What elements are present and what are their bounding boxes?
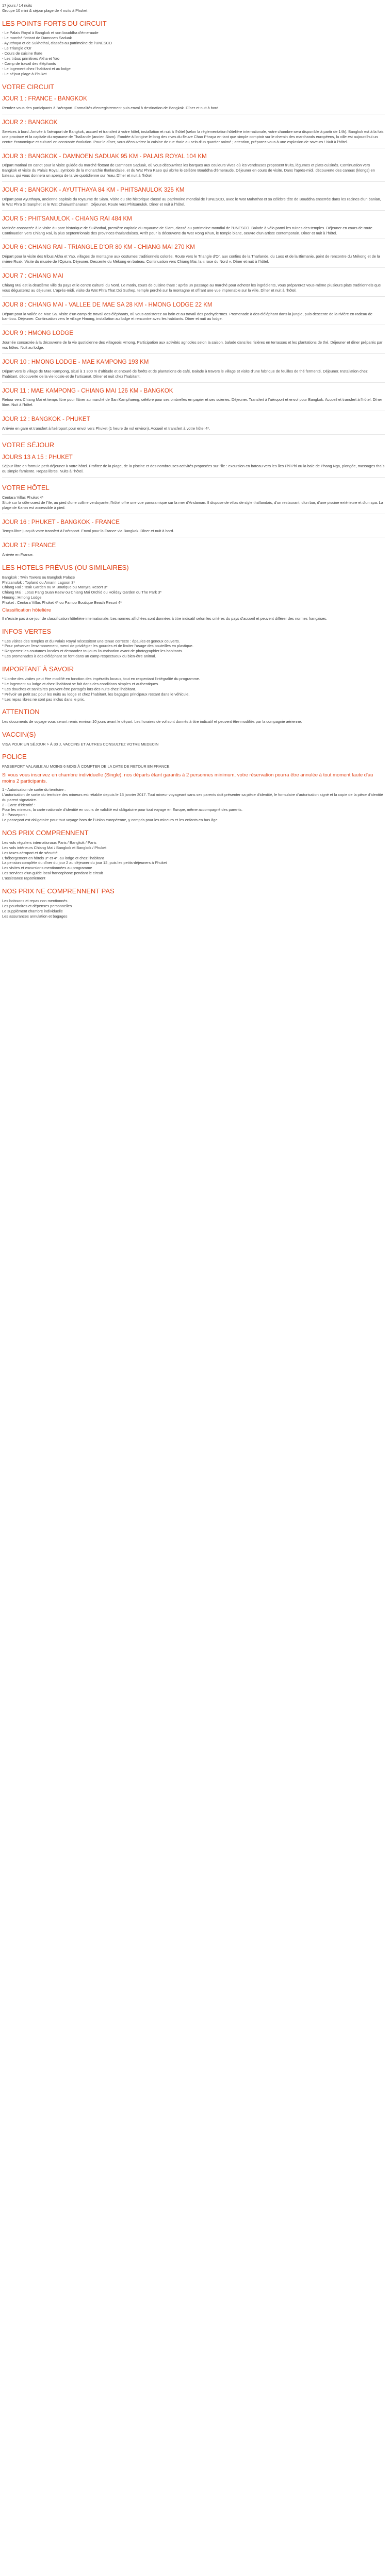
hotel-item: Phitsanulok : Topland ou Amarin Lagoon 3* xyxy=(2,580,75,585)
day-title: JOUR 6 : CHIANG RAI - TRIANGLE D'OR 80 KM - CHIANG MAI 270 KM xyxy=(2,244,195,251)
price-excludes-section xyxy=(2,887,385,919)
day16-title: JOUR 16 : PHUKET - BANGKOK - FRANCE xyxy=(2,519,120,526)
minor-item: Pour les mineurs, la carte nationale d'identité en cours de validité est obligatoire pour tout voyage en Europe, même accompagné des parents. xyxy=(2,807,243,812)
itinerary-day xyxy=(2,244,385,268)
highlight-item: - Le logement chez l'habitant et au lodge xyxy=(2,66,71,71)
hotels-planned-title: LES HOTELS PRÉVUS (OU SIMILAIRES) xyxy=(2,564,129,572)
day-title: JOUR 9 : HMONG LODGE xyxy=(2,330,74,337)
classification-section xyxy=(2,607,385,621)
price-includes-item: La pension complète du dîner du jour 2 au déjeuner du jour 12, puis les petits-déjeuners à Phuket xyxy=(2,860,167,866)
day-title: JOUR 4 : BANGKOK - AYUTTHAYA 84 KM - PHITSANULOK 325 KM xyxy=(2,187,185,194)
trip-duration: 17 jours / 14 nuits xyxy=(2,3,32,8)
itinerary-day xyxy=(2,388,385,412)
infos-title: INFOS VERTES xyxy=(2,627,52,635)
price-includes-item: Les visites et excursions mentionnées au programme xyxy=(2,866,92,871)
day-description: Chiang Mai est la deuxième ville du pays et le centre culturel du Nord. Le matin, cours de cuisine thaïe : après un passage au marché pour acheter les ingrédients, vous préparerez vous-même plusieurs plats traditionnels que vous dégusterez au déjeuner. L'après-midi, visite du Wat Phra That Doi Suthep, temple perché sur la montagne et offrant une vue imprenable sur la ville. Dîner et nuit à l'hôtel. xyxy=(2,282,381,293)
day-title: JOUR 10 : HMONG LODGE - MAE KAMPONG 193 KM xyxy=(2,359,149,366)
day-description: Départ pour la visite des tribus Akha et Yao, villages de montagne aux costumes traditionnels colorés. Route vers le Triangle d'Or, aux confins de la Thaïlande, du Laos et de la Birmanie, point de rencontre du Mékong et de la rivière Ruak. Visite du musée de l'Opium. Déjeuner. Descente du Mékong en bateau. Continuation vers Chiang Mai, la « rose du Nord ». Dîner et nuit à l'hôtel. xyxy=(2,254,380,264)
day17-section xyxy=(2,543,385,557)
stay-section xyxy=(2,441,385,478)
hotel-item: Chiang Rai : Teak Garden ou M Boutique ou Manyra Resort 3* xyxy=(2,585,108,590)
day-title: JOUR 2 : BANGKOK xyxy=(2,120,58,126)
itinerary-days xyxy=(2,96,385,435)
itinerary-day xyxy=(2,96,385,114)
travel-document xyxy=(0,0,387,919)
hotel-name: Centara Villas Phuket 4* xyxy=(2,495,43,500)
classification-title: Classification hôtelière xyxy=(2,607,52,614)
important-section xyxy=(2,665,385,702)
day-description: Services à bord. Arrivée à l'aéroport de Bangkok, accueil et transfert à votre hôtel, installation et nuit à l'hôtel (selon la réglementation hôtelière internationale, votre chambre sera disponible à partir de 14h). Bangkok est à la fois une province et la capitale du royaume de Thaïlande (ancien Siam). Fondée à l'origine le long des rives du fleuve Chao Phraya en tant que simple comptoir sur le chemin des marchands européens, la ville est aujourd'hui un centre économique et culturel en constante évolution. Pour le dîner, vous découvrirez la cuisine de rue thaïe au sein d'un quartier animé ; attention, préparez-vous à une explosion de saveurs ! Nuit à l'hôtel. xyxy=(2,129,384,144)
hotel-section xyxy=(2,484,385,514)
day16-text: Temps libre jusqu'à votre transfert à l'aéroport. Envol pour la France via Bangkok. Dîner et nuit à bord. xyxy=(2,529,174,534)
classification-text: Il n'existe pas à ce jour de classification hôtelière internationale. Les normes affichées sont données à titre indicatif selon les critères du pays d'accueil et peuvent différer des normes françaises. xyxy=(2,616,328,621)
important-item: * Les douches et sanitaires peuvent être partagés lors des nuits chez l'habitant. xyxy=(2,686,136,691)
infos-section xyxy=(2,628,385,659)
price-excludes-item: Les pourboires et dépenses personnelles xyxy=(2,903,72,908)
hotel-description: Situé sur la côte ouest de l'île, au pied d'une colline verdoyante, l'hôtel offre une vue panoramique sur la mer d'Andaman. Il dispose de villas de style thaïlandais, d'un restaurant, d'un bar, d'une piscine extérieure et d'un spa. La plage de Karon est accessible à pied. xyxy=(2,500,383,510)
day-description: Arrivée en gare et transfert à l'aéroport pour envol vers Phuket (1 heure de vol environ). Accueil et transfert à votre hôtel 4*. xyxy=(2,426,210,431)
price-includes-list xyxy=(2,840,385,881)
hotels-list xyxy=(2,575,385,606)
circuit-section xyxy=(2,83,385,435)
day-title: JOUR 5 : PHITSANULOK - CHIANG RAI 484 KM xyxy=(2,215,132,222)
highlights-list xyxy=(2,30,385,76)
price-includes-item: L'assistance rapatriement xyxy=(2,876,45,881)
day17-title: JOUR 17 : FRANCE xyxy=(2,543,56,549)
divider xyxy=(2,382,385,383)
hotel-item: Phuket : Centara Villas Phuket 4* ou Pamoo Boutique Beach Resort 4* xyxy=(2,600,122,605)
day16-section xyxy=(2,519,385,538)
price-includes-item: Les vols intérieurs Chiang Mai / Bangkok et Bangkok / Phuket xyxy=(2,845,107,850)
price-includes-item: Les services d'un guide local francophone pendant le circuit xyxy=(2,871,103,876)
hotel-item: Bangkok : Twin Towers ou Bangkok Palace xyxy=(2,574,75,580)
itinerary-day xyxy=(2,416,385,435)
minor-item: Le passeport est obligatoire pour tout voyage hors de l'Union européenne, y compris pour les mineurs et les enfants en bas âge. xyxy=(2,818,219,823)
minor-item: 2 - Carte d'identité : xyxy=(2,802,36,807)
itinerary-day xyxy=(2,187,385,211)
highlight-item: - Le Triangle d'Or xyxy=(2,46,31,51)
important-title: IMPORTANT À SAVOIR xyxy=(2,665,74,673)
day-description: Départ vers le village de Mae Kampong, situé à 1 300 m d'altitude et entouré de forêts et de plantations de café. Balade à travers le village et visite d'une fabrique de feuilles de thé fermenté. Déjeuner. Installation chez l'habitant, découverte de la vie locale et de l'artisanat. Dîner et nuit chez l'habitant. xyxy=(2,368,368,379)
hotel-title: VOTRE HÔTEL xyxy=(2,484,50,492)
minor-item: 3 - Passeport : xyxy=(2,812,27,818)
highlights-section xyxy=(2,20,385,77)
day-description: Retour vers Chiang Mai et temps libre pour flâner au marché de San Kamphaeng, célèbre pour ses ombrelles en papier et ses soieries. Déjeuner. Transfert à l'aéroport et envol pour Bangkok. Accueil et transfert à l'hôtel. Dîner libre. Nuit à l'hôtel. xyxy=(2,397,382,408)
itinerary-day xyxy=(2,302,385,326)
itinerary-day xyxy=(2,330,385,354)
day-title: JOUR 11 : MAE KAMPONG - CHIANG MAI 126 KM - BANGKOK xyxy=(2,387,173,394)
itinerary-day xyxy=(2,120,385,148)
trip-formula: Groupe 10 mini & séjour plage de 4 nuits à Phuket xyxy=(2,8,88,13)
price-includes-item: Les taxes aéroport et de sécurité xyxy=(2,850,58,855)
highlight-item: - Le Palais Royal à Bangkok et son bouddha d'émeraude xyxy=(2,30,99,36)
divider xyxy=(2,181,385,182)
stay-day-text: Séjour libre en formule petit-déjeuner à votre hôtel. Profitez de la plage, de la piscine et des nombreuses activités proposées sur l'île : excursion en bateau vers les îles Phi Phi ou la baie de Phang Nga, plongée, massages thaïs ou simple farniente. Repas libres. Nuits à l'hôtel. xyxy=(2,464,385,474)
divider xyxy=(2,353,385,354)
day-title: JOUR 8 : CHIANG MAI - VALLEE DE MAE SA 28 KM - HMONG LODGE 22 KM xyxy=(2,301,213,308)
day-title: JOUR 1 : FRANCE - BANGKOK xyxy=(2,96,87,103)
highlight-item: - Camp de travail des éléphants xyxy=(2,61,56,66)
day-description: Départ pour Ayutthaya, ancienne capitale du royaume de Siam. Visite du site historique classé au patrimoine mondial de l'UNESCO, avec le Wat Mahathat et sa célèbre tête de Bouddha enserrée dans les racines d'un banian, le Wat Phra Si Sanphet et le Wat Chaiwatthanaram. Déjeuner. Route vers Phitsanulok. Dîner et nuit à l'hôtel. xyxy=(2,196,381,207)
hotels-planned-section xyxy=(2,564,385,605)
itinerary-day xyxy=(2,154,385,182)
police-section xyxy=(2,753,385,769)
hotel-item: Chiang Mai : Lotus Pang Suan Kaew ou Chiang Mai Orchid ou Holiday Garden ou The Park 3* xyxy=(2,590,162,595)
highlight-item: - Les tribus primitives Akha et Yao xyxy=(2,56,60,61)
day-title: JOUR 7 : CHIANG MAI xyxy=(2,273,63,280)
attention-text: Les documents de voyage vous seront remis environ 10 jours avant le départ. Les horaires de vol sont donnés à titre indicatif et peuvent être modifiés par la compagnie aérienne. xyxy=(2,719,302,724)
info-item: * Pour préserver l'environnement, merci de privilégier les gourdes et de limiter l'usage des bouteilles en plastique. xyxy=(2,643,193,649)
highlight-item: - Le marché flottant de Damnoen Saduak xyxy=(2,36,72,41)
price-excludes-item: Le supplément chambre individuelle xyxy=(2,908,63,913)
police-title: POLICE xyxy=(2,753,27,761)
day-description: Matinée consacrée à la visite du parc historique de Sukhothai, première capitale du royaume de Siam, classé au patrimoine mondial de l'UNESCO. Balade à vélo parmi les ruines des temples. Déjeuner en cours de route. Continuation vers Chiang Rai, la plus septentrionale des provinces thaïlandaises. Arrêt pour la découverte du Wat Rong Khun, le temple blanc, oeuvre d'un artiste contemporain. Dîner et nuit à l'hôtel. xyxy=(2,225,373,235)
day17-text: Arrivée en France. xyxy=(2,552,34,557)
divider xyxy=(2,296,385,297)
vaccins-text: VISA POUR UN SÉJOUR > À 30 J, VACCINS ET AUTRES CONSULTEZ VOTRE MEDECIN xyxy=(2,741,159,747)
minor-section xyxy=(2,772,385,823)
divider xyxy=(2,267,385,268)
highlight-item: - Le séjour plage à Phuket xyxy=(2,71,47,76)
vaccins-section xyxy=(2,731,385,747)
price-includes-section xyxy=(2,829,385,881)
minor-item: 1 - Autorisation de sortie du territoire : xyxy=(2,787,66,792)
attention-section xyxy=(2,708,385,724)
stay-day-title: JOURS 13 A 15 : PHUKET xyxy=(2,454,73,461)
circuit-title: VOTRE CIRCUIT xyxy=(2,82,55,91)
minor-item: L'autorisation de sortie du territoire des mineurs est rétablie depuis le 15 janvier 2017. Tout mineur voyageant sans ses parents doit présenter sa pièce d'identité, le formulaire d'autorisation signé et la copie de la pièce d'identité du parent signataire. xyxy=(2,792,383,802)
price-includes-title: NOS PRIX COMPRENNENT xyxy=(2,829,89,837)
stay-title: VOTRE SÉJOUR xyxy=(2,441,55,449)
infos-list xyxy=(2,639,385,659)
price-excludes-title: NOS PRIX NE COMPRENNENT PAS xyxy=(2,887,115,895)
price-includes-item: Les vols réguliers internationaux Paris / Bangkok / Paris xyxy=(2,840,96,845)
price-includes-item: L'hébergement en hôtels 3* et 4*, au lodge et chez l'habitant xyxy=(2,855,104,860)
itinerary-day xyxy=(2,216,385,240)
highlight-item: - Cours de cuisine thaïe xyxy=(2,51,43,56)
hotel-item: Hmong : Hmong Lodge xyxy=(2,595,42,600)
highlight-item: - Ayutthaya et de Sukhothai, classés au patrimoine de l'UNESCO xyxy=(2,41,112,46)
divider xyxy=(2,434,385,435)
itinerary-day xyxy=(2,273,385,297)
minor-title: Si vous vous inscrivez en chambre individuelle (Single), nos départs étant garantis à 2 personnes minimum, votre réservation pourra être annulée à tout moment faute d'au moins 2 participants. xyxy=(2,772,373,784)
day-description: Départ pour la vallée de Mae Sa. Visite d'un camp de travail des éléphants, où vous assisterez au bain et au travail des pachydermes. Promenade à dos d'éléphant dans la jungle, puis descente de la rivière en radeau de bambou. Déjeuner. Continuation vers le village Hmong, installation au lodge et rencontre avec les habitants. Dîner et nuit au lodge. xyxy=(2,311,372,321)
divider xyxy=(2,210,385,211)
info-item: * Respectez les coutumes locales et demandez toujours l'autorisation avant de photographier les habitants. xyxy=(2,649,183,654)
trip-intro xyxy=(2,3,385,13)
day-description: Départ matinal en canot pour la visite guidée du marché flottant de Damnoen Saduak, où vous découvrirez les barques aux couleurs vives où les vendeuses proposent fruits, légumes et plats cuisinés. Continuation vers Bangkok et visite du Palais Royal, symbole de la monarchie thaïlandaise, et du Wat Phra Kaeo qui abrite le célèbre Bouddha d'émeraude. Déjeuner en cours de visite. Dans l'après-midi, découverte des canaux (klongs) en bateau, qui vous donnera un aperçu de la vie quotidienne sur l'eau. Dîner et nuit à l'hôtel. xyxy=(2,163,375,178)
price-excludes-item: Les assurances annulation et bagages xyxy=(2,913,68,919)
highlights-title: LES POINTS FORTS DU CIRCUIT xyxy=(2,19,107,27)
attention-title: ATTENTION xyxy=(2,708,40,716)
day-title: JOUR 12 : BANGKOK - PHUKET xyxy=(2,416,90,423)
important-item: * Prévoir un petit sac pour les nuits au lodge et chez l'habitant, les bagages principaux restant dans le véhicule. xyxy=(2,691,190,697)
info-item: * Les visites des temples et du Palais Royal nécessitent une tenue correcte : épaules et genoux couverts. xyxy=(2,638,180,643)
important-list xyxy=(2,676,385,702)
divider xyxy=(2,477,385,478)
itinerary-day xyxy=(2,359,385,383)
vaccins-title: VACCIN(S) xyxy=(2,730,36,738)
important-item: * Les repas libres ne sont pas inclus dans le prix. xyxy=(2,697,85,702)
important-item: * L'ordre des visites peut être modifié en fonction des impératifs locaux, tout en respectant l'intégralité du programme. xyxy=(2,676,200,681)
day-description: Rendez-vous des participants à l'aéroport. Formalités d'enregistrement puis envol à destination de Bangkok. Dîner et nuit à bord. xyxy=(2,106,220,111)
price-excludes-list xyxy=(2,899,385,919)
minor-list xyxy=(2,787,385,823)
important-item: * Le logement au lodge et chez l'habitant se fait dans des conditions simples et authentiques. xyxy=(2,681,159,686)
day-description: Journée consacrée à la découverte de la vie quotidienne des villageois Hmong. Participation aux activités agricoles selon la saison, balade dans les rizières en terrasses et les plantations de thé. Déjeuner et dîner préparés par vos hôtes. Nuit au lodge. xyxy=(2,340,383,350)
day-title: JOUR 3 : BANGKOK - DAMNOEN SADUAK 95 KM - PALAIS ROYAL 104 KM xyxy=(2,153,207,160)
info-item: * Les promenades à dos d'éléphant se font dans un camp respectueux du bien-être animal. xyxy=(2,654,156,659)
police-text: PASSEPORT VALABLE AU MOINS 6 MOIS À COMPTER DE LA DATE DE RETOUR EN FRANCE xyxy=(2,764,170,769)
price-excludes-item: Les boissons et repas non mentionnés xyxy=(2,898,68,903)
